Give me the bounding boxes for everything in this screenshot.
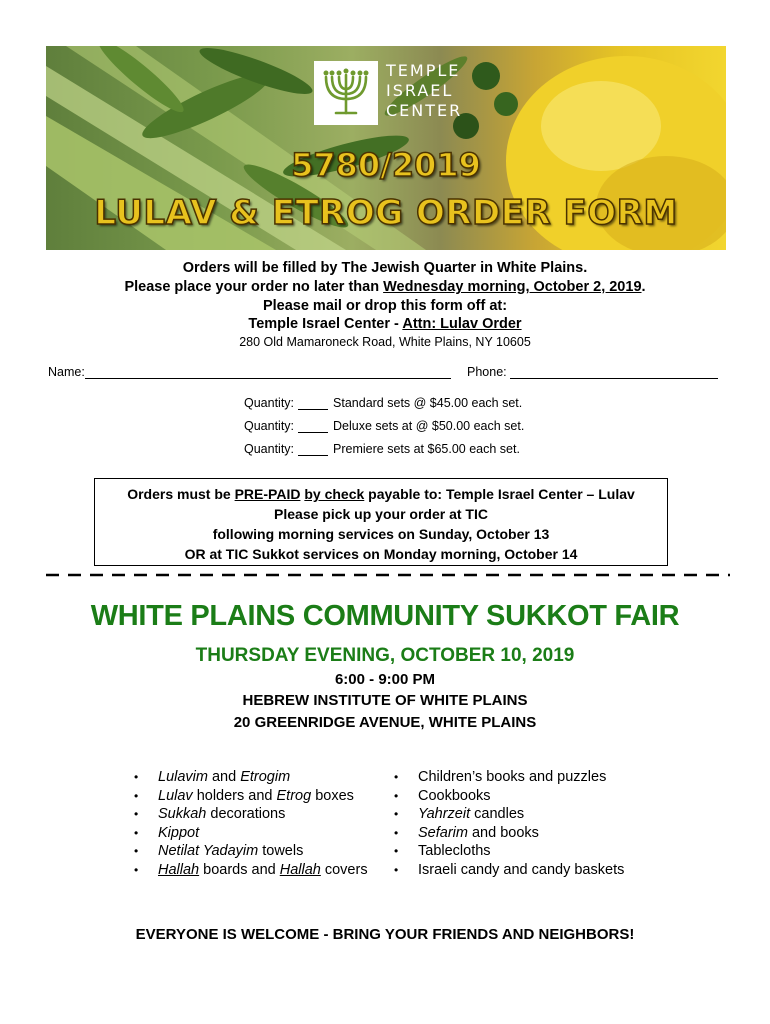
pickup-sunday: following morning services on Sunday, October 13 — [212, 526, 550, 542]
phone-field[interactable] — [467, 365, 718, 379]
quantity-label: Quantity: — [244, 442, 295, 456]
name-input-line[interactable] — [85, 366, 451, 379]
list-item: • Yahrzeit candles — [394, 805, 624, 824]
name-label: Name: — [48, 365, 85, 379]
fair-address: 20 GREENRIDGE AVENUE, WHITE PLAINS — [233, 714, 537, 731]
form-title: LULAV & ETROG ORDER FORM — [94, 193, 678, 233]
org-line: ISRAEL — [386, 81, 454, 100]
welcome-message: EVERYONE IS WELCOME - BRING YOUR FRIENDS AND NEIGHBORS! — [135, 926, 635, 943]
list-item: • Tablecloths — [394, 842, 624, 861]
quantity-blank[interactable] — [298, 398, 328, 410]
quantity-deluxe[interactable] — [244, 419, 524, 433]
option-label: Standard sets @ $45.00 each set. — [333, 396, 523, 410]
fair-items-right — [394, 768, 624, 880]
option-label: Premiere sets at $65.00 each set. — [333, 442, 520, 456]
list-item: • Kippot — [134, 824, 368, 843]
list-item: • Lulavim and Etrogim — [134, 768, 368, 787]
name-field[interactable] — [48, 365, 451, 379]
pickup-monday: OR at TIC Sukkot services on Monday morning, October 14 — [184, 546, 578, 562]
cut-line-divider — [46, 573, 730, 577]
quantity-premiere[interactable] — [244, 442, 520, 456]
prepaid-text: PRE-PAID — [234, 486, 301, 502]
pickup-line: Please pick up your order at TIC — [274, 506, 488, 522]
list-item: • Cookbooks — [394, 787, 624, 806]
recipient-attn: Attn: Lulav Order — [402, 316, 522, 332]
list-item: • Children’s books and puzzles — [394, 768, 624, 787]
phone-input-line[interactable] — [510, 366, 718, 379]
quantity-label: Quantity: — [244, 396, 295, 410]
quantity-blank[interactable] — [298, 421, 328, 433]
list-item: • Israeli candy and candy baskets — [394, 861, 624, 880]
org-line: CENTER — [386, 101, 463, 120]
org-line: TEMPLE — [386, 61, 461, 80]
quantity-label: Quantity: — [244, 419, 295, 433]
phone-label: Phone: — [467, 365, 507, 379]
list-item: • Sukkah decorations — [134, 805, 368, 824]
menorah-icon — [314, 61, 378, 125]
fair-title: WHITE PLAINS COMMUNITY SUKKOT FAIR — [90, 600, 680, 632]
list-item: • Hallah boards and Hallah covers — [134, 861, 368, 880]
option-label: Deluxe sets at @ $50.00 each set. — [333, 419, 525, 433]
deadline-suffix: . — [641, 279, 646, 295]
fair-venue: HEBREW INSTITUTE OF WHITE PLAINS — [242, 692, 528, 709]
list-item: • Netilat Yadayim towels — [134, 842, 368, 861]
mailing-address: 280 Old Mamaroneck Road, White Plains, NY 10605 — [239, 335, 531, 349]
payment-pickup-box — [94, 478, 668, 566]
quantity-blank[interactable] — [298, 444, 328, 456]
org-name — [386, 61, 462, 121]
header-banner — [46, 46, 726, 250]
payment-prefix: Orders must be — [127, 486, 235, 502]
list-item: • Lulav holders and Etrog boxes — [134, 787, 368, 806]
temple-logo — [314, 61, 462, 125]
payment-suffix: payable to: Temple Israel Center – Lulav — [364, 486, 635, 502]
info-deadline — [0, 279, 770, 295]
deadline-date: Wednesday morning, October 2, 2019 — [383, 279, 642, 295]
fair-date: THURSDAY EVENING, OCTOBER 10, 2019 — [195, 645, 575, 666]
quantity-standard[interactable] — [244, 396, 522, 410]
payment-line — [95, 484, 667, 504]
deadline-prefix: Please place your order no later than — [124, 279, 384, 295]
year-title: 5780/2019 — [291, 146, 481, 184]
info-recipient — [0, 316, 770, 332]
fair-items-left — [134, 768, 368, 880]
fair-time: 6:00 - 9:00 PM — [334, 671, 436, 688]
list-item: • Sefarim and books — [394, 824, 624, 843]
info-fulfillment: Orders will be filled by The Jewish Quarter in White Plains. — [182, 260, 588, 276]
info-mail: Please mail or drop this form off at: — [262, 298, 508, 314]
by-check-text: by check — [304, 486, 365, 502]
recipient-prefix: Temple Israel Center - — [248, 316, 403, 332]
